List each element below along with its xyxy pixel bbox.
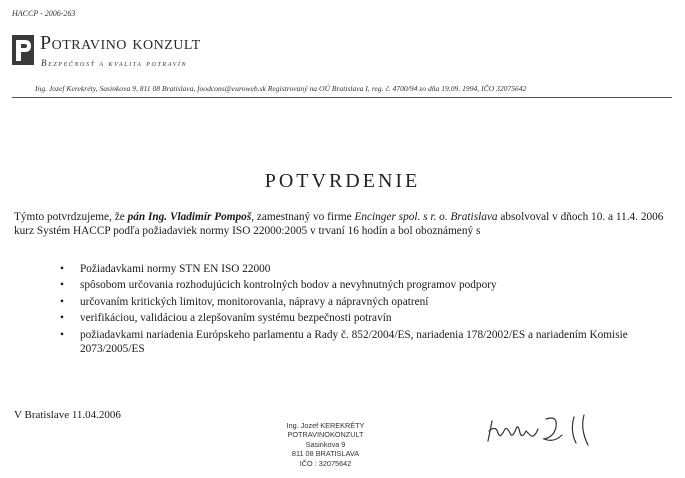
body-intro-3: absolvoval v dňoch 10. a 11.4. 2006 kurz Systém HACCP podľa požiadaviek normy ISO 22000:2005 v trvaní 16 hodín a bol oboznámený s xyxy=(14,211,664,238)
header-divider xyxy=(12,97,672,98)
body-paragraph xyxy=(14,210,664,238)
stamp-line: 811 08 BRATISLAVA xyxy=(291,449,360,459)
document-title: POTVRDENIE xyxy=(264,170,421,192)
list-item: • určovaním kritických limitov, monitorovania, nápravy a nápravných opatrení xyxy=(58,295,658,309)
list-item: • Požiadavkami normy STN EN ISO 22000 xyxy=(58,262,658,276)
body-intro-2: , zamestnaný vo firme xyxy=(251,211,355,223)
list-item: • spôsobom určovania rozhodujúcich kontrolných bodov a nevyhnutných programov podpory xyxy=(58,278,658,292)
stamp-line: Sasinkova 9 xyxy=(305,439,346,449)
topic-list xyxy=(58,262,658,358)
list-item: • požiadavkami nariadenia Európskeho parlamentu a Rady č. 852/2004/ES, nariadenia 178/2002/ES a nariadením Komisie 2073/2005/ES xyxy=(58,328,658,356)
handwritten-signature xyxy=(484,409,604,449)
company-logo xyxy=(12,35,34,65)
list-item: • verifikáciou, validáciou a zlepšovaním systému bezpečnosti potravín xyxy=(58,311,658,325)
body-intro-1: Týmto potvrdzujeme, že xyxy=(14,211,128,223)
document-code: HACCP - 2006-263 xyxy=(12,9,76,18)
place-date: V Bratislave 11.04.2006 xyxy=(14,409,121,421)
company-stamp xyxy=(278,421,373,468)
stamp-line: Ing. Jozef KEREKRÉTY xyxy=(286,421,365,430)
company-name: Potravino konzult xyxy=(40,32,201,54)
stamp-line: IČO : 32075642 xyxy=(299,458,352,468)
stamp-line: POTRAVINOKONZULT xyxy=(287,430,364,440)
person-name: pán Ing. Vladimír Pompoš xyxy=(127,211,252,223)
header-address: Ing. Jozef Kerekréty, Sasinkova 9, 811 08 Bratislava, foodcons@euroweb.sk Registrovaný na OÚ Bratislava I, reg. č. 4700/94 zo dňa 19.09. 1994, IČO 32075642 xyxy=(35,84,527,93)
company-tagline: Bezpečnosť a kvalita potravín xyxy=(41,58,188,68)
employer-name: Encinger spol. s r. o. Bratislava xyxy=(354,211,498,223)
